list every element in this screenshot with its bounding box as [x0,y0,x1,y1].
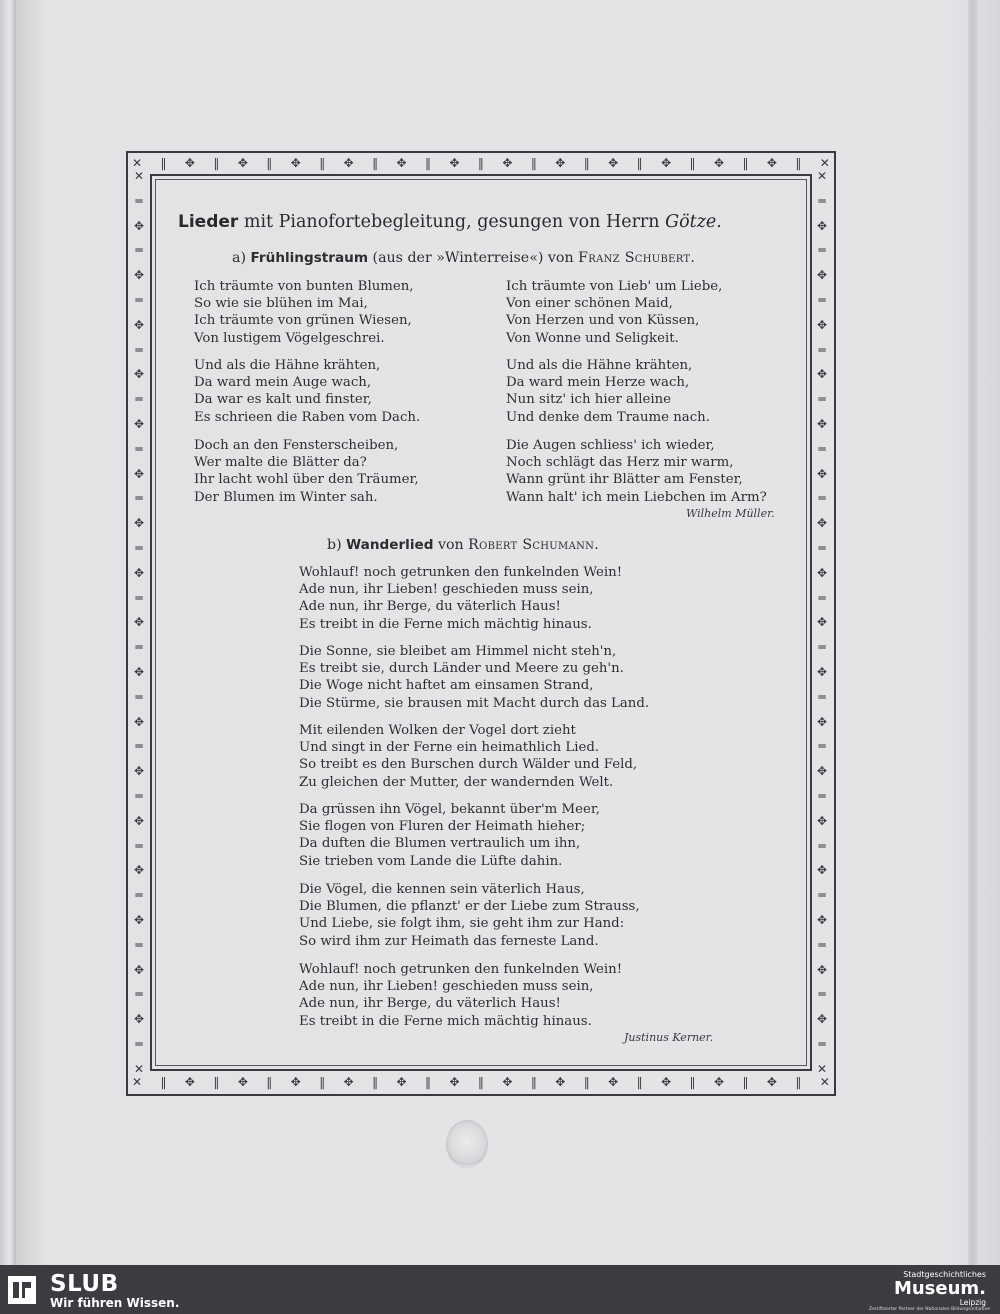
verse-line: Von lustigem Vögelgeschrei. [194,330,385,346]
border-ornament-icon: ✥ [816,466,828,481]
border-ornament-icon: ═ [135,491,143,506]
border-ornament-icon: ✥ [816,367,828,382]
border-ornament-icon: ‖ [689,156,696,170]
border-ornament-icon: ✕ [132,1075,143,1089]
museum-city: Leipzig [959,1298,986,1307]
border-ornament-icon: ‖ [795,156,802,170]
border-ornament-icon: ✥ [816,416,828,431]
song-a-right-stanza-1 [506,278,722,347]
border-ornament-icon: ✥ [502,1075,513,1089]
border-ornament-icon: ═ [135,689,143,704]
border-ornament-icon: ✥ [661,1075,672,1089]
border-ornament-icon: ═ [818,441,826,456]
verse-line: Der Blumen im Winter sah. [194,489,378,505]
border-ornament-icon: ‖ [425,1075,432,1089]
border-ornament-icon: ═ [818,243,826,258]
song-a-right-stanza-3 [506,437,767,506]
border-ornament-icon: ✥ [816,863,828,878]
song-a-prefix: a) [232,250,251,266]
border-ornament-icon: ‖ [530,156,537,170]
border-ornament-icon: ═ [818,292,826,307]
verse-line: Und singt in der Ferne ein heimathlich Lied. [299,740,600,756]
verse-line: So treibt es den Burschen durch Wälder und Feld, [299,757,638,773]
border-ornament-icon: ‖ [636,156,643,170]
verse-line: Wohlauf! noch getrunken den funkelnden Wein! [299,565,623,580]
border-ornament-icon: ✥ [816,664,828,679]
border-ornament-icon: ✥ [502,156,513,170]
border-ornament-icon: ═ [818,838,826,853]
border-ornament-icon: ✥ [133,565,145,580]
border-ornament-icon: ═ [818,888,826,903]
verse-line: Die Sonne, sie bleibet am Himmel nicht steh'n, [299,644,617,659]
border-ornament-icon: ‖ [160,156,167,170]
border-ornament-icon: ✥ [396,156,407,170]
border-ornament-icon: ✥ [133,367,145,382]
museum-note: Zertifizierter Partner der Nationalen Bildungsinitiative [868,1307,990,1312]
verse-line: Wann halt' ich mein Liebchen im Arm? [506,489,767,505]
border-ornament-icon: ✥ [290,1075,301,1089]
border-ornament-icon: ✥ [133,764,145,779]
verse-line: So wie sie blühen im Mai, [194,296,368,312]
border-ornament-icon: ‖ [160,1075,167,1089]
verse-line: Ich träumte von Lieb' um Liebe, [506,279,723,294]
border-ornament-icon: ‖ [742,1075,749,1089]
verse-line: Die Vögel, die kennen sein väterlich Haus, [299,882,585,897]
border-ornament-icon: ✥ [133,268,145,283]
verse-line: Da ward mein Herze wach, [506,375,690,391]
border-ornament-icon: ‖ [689,1075,696,1089]
museum-prefix: Stadtgeschichtliches [903,1270,986,1279]
slub-logo-icon [8,1276,36,1304]
page-gutter [968,0,978,1265]
border-ornament-icon: ✥ [816,516,828,531]
program-heading [178,212,798,232]
ornament-bottom [132,1074,830,1090]
library-name[interactable]: SLUB [50,1271,119,1297]
song-a-poet: Wilhelm Müller. [686,507,775,520]
border-ornament-icon: ✥ [290,156,301,170]
border-ornament-icon: ‖ [583,156,590,170]
border-ornament-icon: ═ [818,937,826,952]
border-ornament-icon: ✕ [819,1075,830,1089]
border-ornament-icon: ✥ [816,764,828,779]
border-ornament-icon: ✥ [816,1012,828,1027]
verse-line: Und Liebe, sie folgt ihm, sie geht ihm zur Hand: [299,916,625,932]
song-a-composer: Franz Schubert. [578,250,696,266]
verse-line: Da ward mein Auge wach, [194,375,372,391]
song-b-stanza-6 [299,961,622,1030]
verse-line: Wann grünt ihr Blätter am Fenster, [506,472,743,488]
verse-line: Es schrieen die Raben vom Dach. [194,409,421,425]
verse-line: Ade nun, ihr Lieben! geschieden muss sein, [299,979,594,995]
border-ornament-icon: ✥ [343,156,354,170]
border-ornament-icon: ═ [818,640,826,655]
verse-line: Die Stürme, sie brausen mit Macht durch das Land. [299,695,650,711]
scan-left-edge [0,0,16,1265]
heading-text: mit Pianofortebegleitung, gesungen von Herrn [238,212,666,232]
border-ornament-icon: ✥ [133,516,145,531]
border-ornament-icon: ═ [135,888,143,903]
verse-line: Ade nun, ihr Berge, du väterlich Haus! [299,996,561,1012]
border-ornament-icon: ✥ [713,156,725,170]
verse-line: Es treibt in die Ferne mich mächtig hinaus. [299,616,592,632]
border-ornament-icon: ✥ [816,714,828,729]
border-ornament-icon: ✥ [184,1075,195,1089]
song-b-stanza-2 [299,643,649,712]
border-ornament-icon: ✥ [343,1075,354,1089]
footer-bar [0,1265,1000,1314]
border-ornament-icon: ‖ [319,156,326,170]
verse-line: Ade nun, ihr Lieben! geschieden muss sein, [299,582,594,598]
border-ornament-icon: ═ [818,392,826,407]
verse-line: Ade nun, ihr Berge, du väterlich Haus! [299,599,561,615]
border-ornament-icon: ✥ [133,962,145,977]
border-ornament-icon: ✥ [133,218,145,233]
song-a-left-stanza-2 [194,357,420,426]
border-ornament-icon: ✥ [133,317,145,332]
border-ornament-icon: ✕ [816,1061,828,1076]
library-tagline: Wir führen Wissen. [50,1296,180,1310]
song-b-stanza-1 [299,564,622,633]
verse-line: Ihr lacht wohl über den Träumer, [194,472,419,488]
border-ornament-icon: ✕ [816,169,828,183]
border-ornament-icon: ✥ [713,1075,725,1089]
heading-singer: Götze. [665,212,722,232]
verse-line: Und denke dem Traume nach. [506,409,710,425]
song-b-source: von [433,537,469,553]
border-ornament-icon: ✕ [133,169,145,183]
border-ornament-icon: ‖ [583,1075,590,1089]
border-ornament-icon: ═ [818,590,826,605]
verse-line: Ich träumte von bunten Blumen, [194,279,414,294]
border-ornament-icon: ✥ [661,156,672,170]
border-ornament-icon: ✥ [816,615,828,630]
border-ornament-icon: ═ [135,739,143,754]
border-ornament-icon: ‖ [266,1075,273,1089]
border-ornament-icon: ═ [818,342,826,357]
border-ornament-icon: ‖ [477,1075,484,1089]
border-ornament-icon: ‖ [530,1075,537,1089]
song-b-prefix: b) [327,537,347,553]
verse-line: Da grüssen ihn Vögel, bekannt über'm Meer, [299,802,600,817]
border-ornament-icon: ═ [135,243,143,258]
verse-line: Sie flogen von Fluren der Heimath hieher; [299,819,586,835]
border-ornament-icon: ✥ [608,156,619,170]
border-ornament-icon: ✕ [133,1061,145,1076]
verse-line: Und als die Hähne krähten, [506,358,693,373]
border-ornament-icon: ✥ [133,863,145,878]
border-ornament-icon: ‖ [372,156,379,170]
border-ornament-icon: ✕ [132,156,143,170]
border-ornament-icon: ✥ [816,218,828,233]
border-ornament-icon: ✥ [133,615,145,630]
border-ornament-icon: ✥ [133,1012,145,1027]
song-b-name: Wanderlied [346,537,434,553]
verse-line: Von Wonne und Seligkeit. [506,330,679,346]
border-ornament-icon: ═ [135,590,143,605]
border-ornament-icon: ‖ [372,1075,379,1089]
border-ornament-icon: ✥ [816,962,828,977]
border-ornament-icon: ═ [818,1036,826,1051]
border-ornament-icon: ═ [818,540,826,555]
border-ornament-icon: ‖ [636,1075,643,1089]
border-ornament-icon: ✥ [816,813,828,828]
museum-name[interactable]: Museum. [893,1278,986,1299]
border-ornament-icon: ✥ [766,1075,777,1089]
verse-line: Wer malte die Blätter da? [194,455,367,471]
border-ornament-icon: ‖ [742,156,749,170]
song-a-title [232,250,695,266]
border-ornament-icon: ✥ [396,1075,407,1089]
song-a-left-stanza-3 [194,437,419,506]
border-ornament-icon: ✥ [133,714,145,729]
border-ornament-icon: ✥ [816,565,828,580]
verse-line: Da duften die Blumen vertraulich um ihn, [299,836,581,852]
border-ornament-icon: ✥ [237,156,248,170]
border-ornament-icon: ═ [135,788,143,803]
ornament-top [132,155,830,171]
song-a-name: Frühlingstraum [250,250,369,266]
border-ornament-icon: ═ [818,788,826,803]
verse-line: Nun sitz' ich hier alleine [506,392,672,408]
border-ornament-icon: ✥ [555,1075,566,1089]
border-ornament-icon: ‖ [266,156,273,170]
border-ornament-icon: ✥ [449,1075,460,1089]
border-ornament-icon: ═ [818,491,826,506]
heading-lead: Lieder [178,212,239,232]
verse-line: Zu gleichen der Mutter, der wandernden Welt. [299,774,614,790]
border-ornament-icon: ✥ [237,1075,248,1089]
border-ornament-icon: ═ [135,838,143,853]
border-ornament-icon: ✥ [816,268,828,283]
verse-line: Doch an den Fensterscheiben, [194,438,399,453]
verse-line: Die Woge nicht haftet am einsamen Strand, [299,678,594,694]
song-a-source: (aus der »Winterreise«) von [368,250,579,266]
song-b-stanza-5 [299,881,640,950]
border-ornament-icon: ═ [135,193,143,208]
border-ornament-icon: ‖ [213,156,220,170]
border-ornament-icon: ═ [135,640,143,655]
verse-line: Noch schlägt das Herz mir warm, [506,455,734,471]
border-ornament-icon: ‖ [425,156,432,170]
song-a-left-stanza-1 [194,278,414,347]
song-b-stanza-4 [299,801,600,870]
ornament-right [814,170,830,1075]
verse-line: Die Blumen, die pflanzt' er der Liebe zum Strauss, [299,899,640,915]
embossed-seal [446,1120,488,1168]
border-ornament-icon: ═ [135,1036,143,1051]
verse-line: Sie trieben vom Lande die Lüfte dahin. [299,853,563,869]
border-ornament-icon: ✥ [766,156,777,170]
border-ornament-icon: ✥ [608,1075,619,1089]
verse-line: Da war es kalt und finster, [194,392,372,408]
border-ornament-icon: ‖ [477,156,484,170]
song-b-stanza-3 [299,722,637,791]
verse-line: Von einer schönen Maid, [506,296,673,312]
border-ornament-icon: ✥ [133,912,145,927]
song-b-title [327,537,599,553]
ornament-left [131,170,147,1075]
border-ornament-icon: ✥ [555,156,566,170]
border-ornament-icon: ✥ [133,416,145,431]
border-ornament-icon: ✥ [816,317,828,332]
verse-line: So wird ihm zur Heimath das ferneste Land. [299,933,599,949]
border-ornament-icon: ═ [135,987,143,1002]
verse-line: Die Augen schliess' ich wieder, [506,438,715,453]
border-ornament-icon: ═ [818,739,826,754]
border-ornament-icon: ✥ [133,664,145,679]
border-ornament-icon: ═ [818,987,826,1002]
border-ornament-icon: ═ [135,441,143,456]
border-ornament-icon: ═ [135,392,143,407]
verse-line: Ich träumte von grünen Wiesen, [194,313,412,329]
border-ornament-icon: ✥ [816,912,828,927]
verse-line: Mit eilenden Wolken der Vogel dort zieht [299,723,576,738]
border-ornament-icon: ═ [818,689,826,704]
border-ornament-icon: ✥ [449,156,460,170]
verse-line: Wohlauf! noch getrunken den funkelnden Wein! [299,962,623,977]
verse-line: Von Herzen und von Küssen, [506,313,700,329]
border-ornament-icon: ═ [135,342,143,357]
verse-line: Und als die Hähne krähten, [194,358,381,373]
song-a-right-stanza-2 [506,357,710,426]
border-ornament-icon: ═ [135,292,143,307]
border-ornament-icon: ✕ [819,156,830,170]
border-ornament-icon: ‖ [319,1075,326,1089]
border-ornament-icon: ═ [818,193,826,208]
border-ornament-icon: ✥ [133,466,145,481]
verse-line: Es treibt sie, durch Länder und Meere zu geh'n. [299,661,624,677]
song-b-poet: Justinus Kerner. [624,1031,714,1044]
border-ornament-icon: ═ [135,540,143,555]
song-b-composer: Robert Schumann. [468,537,600,553]
border-ornament-icon: ✥ [133,813,145,828]
verse-line: Es treibt in die Ferne mich mächtig hinaus. [299,1013,592,1029]
border-ornament-icon: ✥ [184,156,195,170]
border-ornament-icon: ‖ [213,1075,220,1089]
border-ornament-icon: ‖ [795,1075,802,1089]
border-ornament-icon: ═ [135,937,143,952]
